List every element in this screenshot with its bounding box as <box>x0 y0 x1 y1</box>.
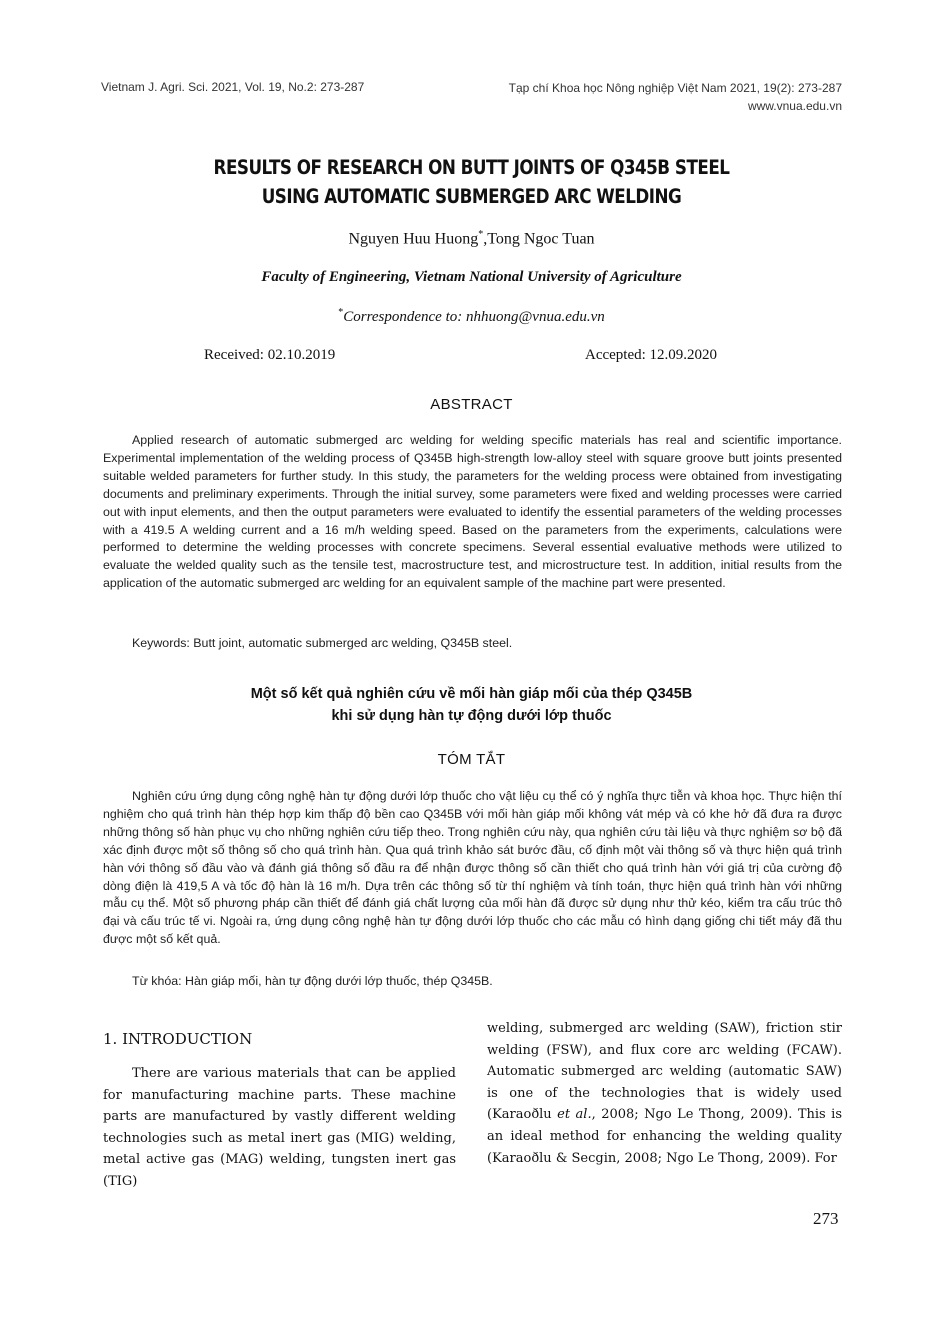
paper-title-line1: RESULTS OF RESEARCH ON BUTT JOINTS OF Q345B STEEL <box>213 156 730 179</box>
accepted-date: Accepted: 12.09.2020 <box>585 347 718 363</box>
vietnamese-title <box>0 683 943 727</box>
introduction-heading: 1. INTRODUCTION <box>103 1030 253 1048</box>
received-date: Received: 02.10.2019 <box>204 347 336 363</box>
page-number: 273 <box>813 1209 839 1228</box>
tomtat-body: Nghiên cứu ứng dụng công nghệ hàn tự động dưới lớp thuốc cho vật liệu cụ thể có ý nghĩa thực tiễn và khoa học. Thực hiện thí nghiệm cho quá trình hàn thép hợp kim thấp độ bền cao Q345B với mối hàn giáp mối không vát mép và có khe hở đã đưa ra được những thông số hàn phục vụ cho những nghiên cứu tiếp theo. Trong nghiên cứu này, qua nghiên cứu tài liệu và thực nghiệm sơ bộ đã xác định được một số thông số cho quá trình hàn. Qua quá trình khảo sát bước đầu, cố định một vài thông số và thực hiện quá trình hàn với thông số đầu vào và đánh giá thông số đầu ra để nhận được thông số cần thiết cho quá trình hàn với giá trị của cường độ dòng điện là 419,5 A và tốc độ hàn là 16 m/h. Dựa trên các thông số từ thí nghiệm và tính toán, thực hiện quá trình hàn với những mẫu cụ thể. Một số phương pháp cần thiết để đánh giá chất lượng của mối hàn đã được sử dụng như thử kéo, kiểm tra cấu trúc thô đại và cấu trúc tế vi. Ngoài ra, ứng dụng công nghệ hàn tự động dưới lớp thuốc cho các mẫu có hình dạng giống chi tiết máy đã thu được một số kết quả. <box>103 789 842 947</box>
introduction-left-column: There are various materials that can be applied for manufacturing machine parts. These machine parts are manufactured by vastly different welding technologies such as metal inert gas (MIG) welding, metal active gas (MAG) welding, tungsten inert gas (TIG) <box>103 1066 456 1189</box>
author-1: Nguyen Huu Huong <box>348 230 479 248</box>
tomtat-heading: TÓM TẮT <box>437 751 506 768</box>
correspondence <box>0 307 943 326</box>
correspondence-text: Correspondence to: nhhuong@vnua.edu.vn <box>343 309 605 325</box>
paper-title <box>66 153 877 211</box>
journal-website: www.vnua.edu.vn <box>747 99 842 113</box>
intro-right-text-2: , 2008; Ngo Le Thong, 2009). This is an ideal method for enhancing the welding quality (Karaoðlu & Secgin, 2008; Ngo Le Thong, 2009). For <box>487 1107 842 1166</box>
corresponding-mark: * <box>478 229 484 240</box>
vietnamese-title-line1: Một số kết quả nghiên cứu về mối hàn giáp mối của thép Q345B <box>250 686 693 702</box>
keywords-en: Keywords: Butt joint, automatic submerged arc welding, Q345B steel. <box>132 636 513 650</box>
abstract-body: Applied research of automatic submerged arc welding for welding specific materials has real and scientific importance. Experimental implementation of the welding process of Q345B high-strength low-alloy steel with square groove butt joints presented suitable welded parameters for further study. In this study, the parameters for the welding process were obtained from investigating documents and preliminary experiments. Through the initial survey, some parameters were fixed and welding processes were carried out with input elements, and then the output parameters were evaluated to identify the essential parameters of the welding processes with a 419.5 A welding current and a 16 m/h welding speed. Based on the parameters from the experiments, calculations were performed to determine the welding processes with concrete specimens. Several essential evaluative methods were utilized to evaluate the welded quality such as the tensile test, macrostructure test, and microstructure test. In addition, initial results from the application of the automatic submerged arc welding for an equivalent sample of the machine part were presented. <box>103 433 842 591</box>
intro-right-text-1: welding, submerged arc welding (SAW), friction stir welding (FSW), and flux core arc welding (FCAW). Automatic submerged arc welding (automatic SAW) is one of the technologies that is widely used (Karaoðlu <box>487 1021 842 1123</box>
paper-title-line2: USING AUTOMATIC SUBMERGED ARC WELDING <box>261 185 682 208</box>
journal-citation-en: Vietnam J. Agri. Sci. 2021, Vol. 19, No.2: 273-287 <box>101 80 365 94</box>
authors <box>0 229 943 248</box>
author-2: Tong Ngoc Tuan <box>487 230 595 248</box>
correspondence-mark: * <box>338 307 344 318</box>
journal-citation-vi-text: Tạp chí Khoa học Nông nghiệp Việt Nam 2021, 19(2): 273-287 <box>508 81 842 95</box>
et-al: et al. <box>557 1107 592 1123</box>
journal-citation-vi <box>509 79 842 115</box>
keywords-vi: Từ khóa: Hàn giáp mối, hàn tự động dưới lớp thuốc, thép Q345B. <box>132 974 493 988</box>
abstract-heading: ABSTRACT <box>430 396 513 413</box>
introduction-right-column <box>487 1018 842 1169</box>
affiliation: Faculty of Engineering, Vietnam National University of Agriculture <box>261 269 682 285</box>
vietnamese-title-line2: khi sử dụng hàn tự động dưới lớp thuốc <box>331 708 612 724</box>
author-separator: , <box>483 230 488 248</box>
